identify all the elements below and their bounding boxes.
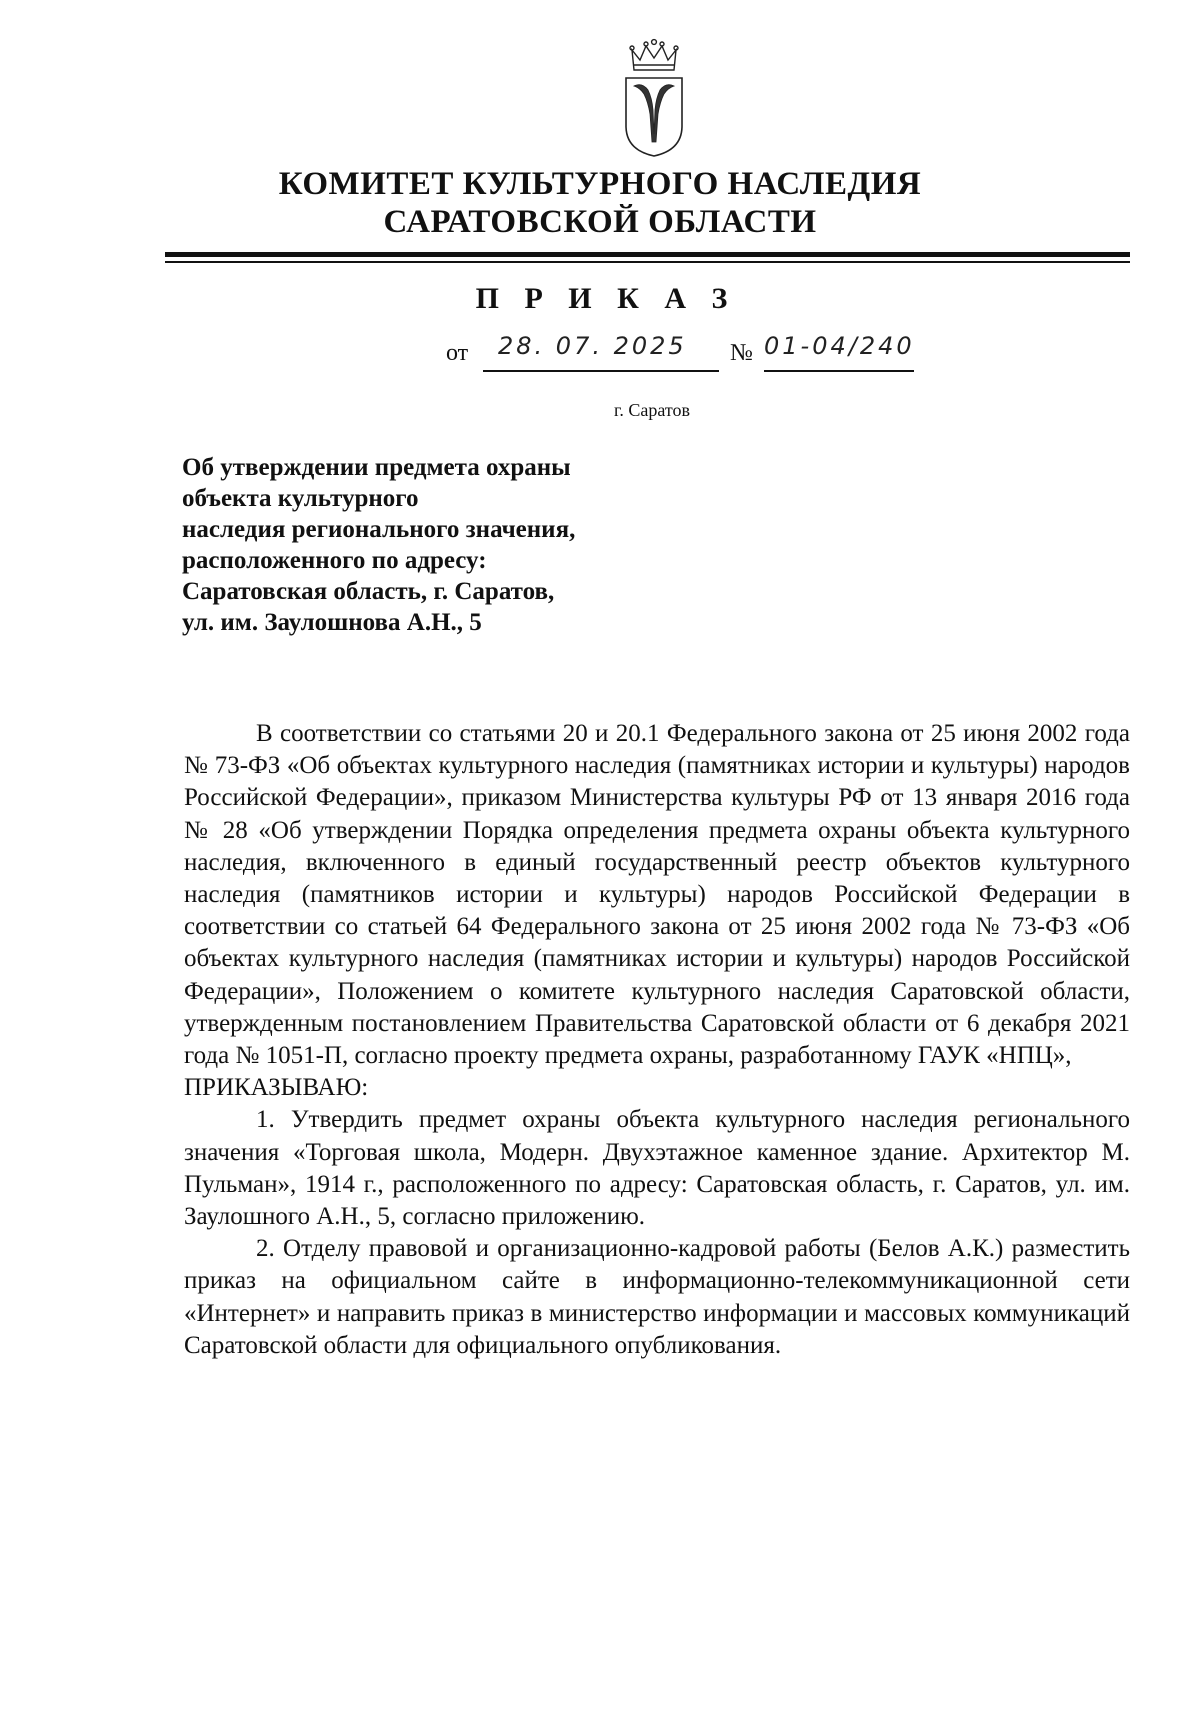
date-underline — [483, 370, 719, 372]
number-prefix: № — [730, 340, 753, 366]
date-prefix: от — [446, 340, 469, 366]
order-item-2: 2. Отделу правовой и организационно-кадровой работы (Белов А.К.) разместить приказ на официальном сайте в информационно-телекоммуникационной сети «Интернет» и направить приказ в министерство информации и массовых коммуникаций Саратовской области для официального опубликования. — [184, 1235, 1130, 1359]
order-subject — [182, 452, 575, 638]
subject-line: Саратовская область, г. Саратов, — [182, 578, 555, 605]
header-rule-thick — [165, 252, 1130, 257]
header-rule-thin — [165, 261, 1130, 263]
subject-line: объекта культурного — [182, 485, 419, 512]
order-directive-word: ПРИКАЗЫВАЮ: — [184, 1074, 369, 1102]
order-body — [184, 718, 1130, 1362]
order-item-1: 1. Утвердить предмет охраны объекта культурного наследия регионального значения «Торговая школа, Модерн. Двухэтажное каменное здание. Архитектор М. Пульман», 1914 г., расположенного по адресу: Саратовская область, г. Саратов, ул. им. Заулошного А.Н., 5, согласно приложению. — [184, 1106, 1130, 1231]
subject-line: ул. им. Заулошнова А.Н., 5 — [182, 609, 482, 636]
order-date-handwritten: 28. 07. 2025 — [498, 332, 687, 360]
order-number-handwritten: 01-04/240 — [764, 332, 915, 360]
subject-line: наследия регионального значения, — [182, 516, 576, 543]
committee-name-line1: КОМИТЕТ КУЛЬТУРНОГО НАСЛЕДИЯ — [278, 166, 922, 202]
preamble-paragraph: В соответствии со статьями 20 и 20.1 Федерального закона от 25 июня 2002 года № 73-ФЗ «Об объектах культурного наследия (памятниках истории и культуры) народов Российской Федерации», приказом Министерства культуры РФ от 13 января 2016 года № 28 «Об утверждении Порядка определения предмета охраны объекта культурного наследия, включенного в единый государственный реестр объектов культурного наследия (памятников истории и культуры) народов Российской Федерации в соответствии со статьей 64 Федерального закона от 25 июня 2002 года № 73-ФЗ «Об объектах культурного наследия (памятниках истории и культуры) народов Российской Федерации», Положением о комитете культурного наследия Саратовской области, утвержденным постановлением Правительства Саратовской области от 6 декабря 2021 года № 1051-П, согласно проекту предмета охраны, разработанному ГАУК «НПЦ», — [184, 720, 1130, 1070]
subject-line: расположенного по адресу: — [182, 547, 487, 574]
city-label: г. Саратов — [614, 400, 690, 420]
committee-name-line2: САРАТОВСКОЙ ОБЛАСТИ — [383, 204, 817, 240]
number-underline — [764, 370, 914, 372]
order-title: П Р И К А З — [475, 282, 737, 315]
coat-of-arms-icon — [618, 38, 690, 158]
subject-line: Об утверждении предмета охраны — [182, 454, 571, 481]
